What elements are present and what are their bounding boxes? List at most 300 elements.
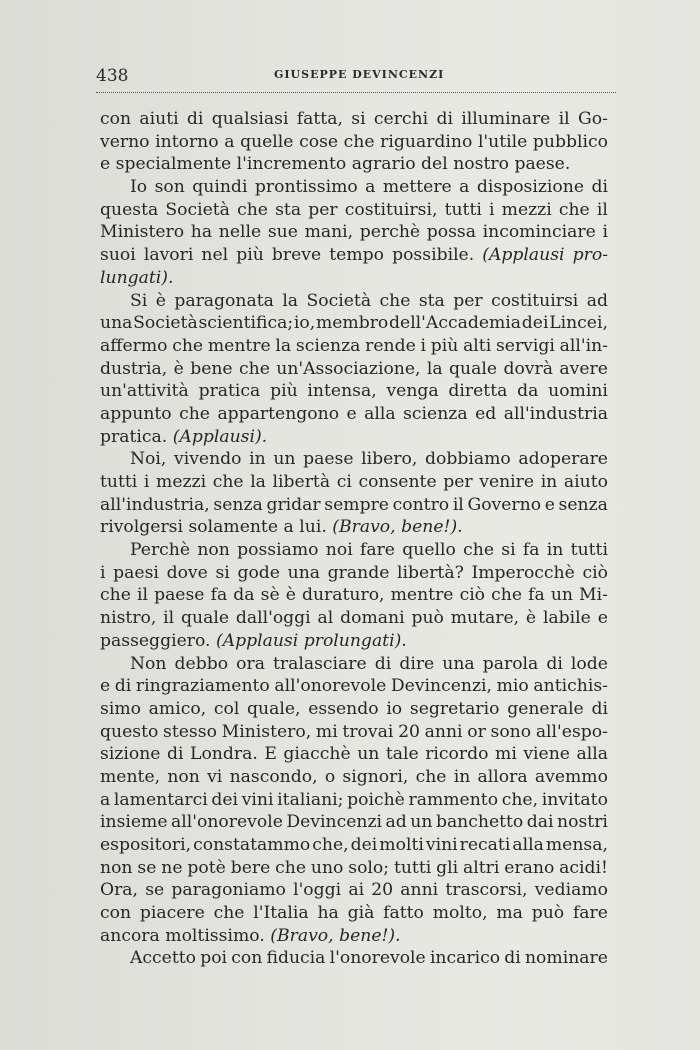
word: sue bbox=[267, 222, 298, 243]
word: ricordo bbox=[425, 744, 489, 765]
word: venga bbox=[386, 381, 439, 402]
word: dustria, bbox=[100, 358, 168, 379]
text-line bbox=[100, 834, 608, 857]
text-line bbox=[100, 857, 608, 880]
word: sta bbox=[275, 199, 302, 220]
text-line bbox=[100, 789, 608, 812]
word: a bbox=[283, 517, 294, 538]
word: da bbox=[517, 381, 539, 402]
word: constatammo bbox=[193, 835, 311, 855]
word: mezzi bbox=[156, 472, 207, 492]
text-line bbox=[100, 176, 608, 199]
word: che bbox=[212, 472, 244, 492]
word: quale bbox=[181, 608, 230, 629]
word: incominciare bbox=[482, 222, 596, 243]
word: aiuto bbox=[563, 472, 608, 492]
word: vediamo bbox=[534, 880, 608, 901]
word: simo bbox=[100, 698, 141, 719]
word: quale, bbox=[247, 698, 301, 719]
word: Governo bbox=[467, 494, 542, 515]
word: da bbox=[233, 585, 255, 606]
word: molto, bbox=[432, 903, 488, 924]
word: mente, bbox=[100, 766, 161, 787]
word: e bbox=[544, 494, 555, 515]
word: dai bbox=[526, 812, 554, 833]
word: è bbox=[173, 358, 184, 379]
word: alla bbox=[364, 403, 396, 424]
word: costituirsi, bbox=[344, 199, 438, 220]
word: paragoniamo bbox=[171, 880, 286, 901]
word: costituirsi bbox=[491, 290, 579, 311]
word: diretta bbox=[448, 381, 508, 402]
word: pubblico bbox=[532, 131, 608, 152]
word: viene bbox=[523, 744, 570, 765]
word: fatto bbox=[383, 903, 424, 924]
word: rivolgersi bbox=[100, 517, 183, 538]
word: adoperare bbox=[518, 449, 608, 470]
word: che bbox=[239, 358, 270, 379]
text-line bbox=[100, 630, 608, 653]
word: scienza bbox=[295, 335, 361, 356]
word: ne bbox=[161, 857, 183, 878]
word: mentre bbox=[390, 585, 454, 606]
text-line bbox=[100, 244, 608, 267]
word: trovai bbox=[342, 721, 394, 742]
word: trascorsi, bbox=[445, 880, 528, 901]
word: e bbox=[346, 403, 357, 424]
word: alla bbox=[512, 835, 544, 855]
word: anni bbox=[424, 721, 463, 742]
word: il bbox=[596, 199, 608, 220]
word: Imperocchè bbox=[471, 562, 575, 583]
word: ringraziamento bbox=[135, 676, 270, 697]
word: son bbox=[154, 177, 185, 198]
text-line bbox=[100, 698, 608, 721]
word: che bbox=[100, 585, 131, 606]
word: Ministero, bbox=[221, 721, 312, 742]
word: tutti bbox=[100, 472, 138, 492]
word: mentre bbox=[207, 335, 271, 356]
word: quindi bbox=[192, 177, 248, 198]
text-line bbox=[100, 607, 608, 630]
word: Devincenzi, bbox=[390, 676, 492, 697]
text-line bbox=[100, 675, 608, 698]
word: pratica. bbox=[100, 426, 168, 447]
word: paesi bbox=[113, 562, 159, 583]
word: insieme bbox=[100, 812, 168, 833]
word: gridar bbox=[266, 494, 321, 515]
word: un bbox=[273, 449, 296, 470]
word: senza bbox=[558, 494, 608, 515]
word: già bbox=[347, 903, 375, 924]
word: Devincenzi bbox=[286, 812, 383, 833]
word: fa bbox=[210, 585, 228, 606]
word: di bbox=[591, 698, 608, 719]
word: nominare bbox=[524, 948, 608, 969]
word: tutti bbox=[444, 199, 482, 220]
word: tempo bbox=[329, 245, 384, 266]
word: l'oggi bbox=[293, 880, 342, 901]
word: all'industria, bbox=[100, 494, 210, 515]
word: cerchi bbox=[373, 109, 429, 129]
word: i bbox=[602, 222, 608, 243]
word: l'Italia bbox=[253, 903, 309, 924]
word: mi bbox=[315, 721, 338, 742]
text-line bbox=[100, 539, 608, 562]
text-line bbox=[100, 584, 608, 607]
word: mani, bbox=[304, 222, 354, 243]
word: contro bbox=[392, 494, 450, 515]
word: mutare, bbox=[450, 608, 520, 629]
word: Ministero bbox=[100, 222, 185, 243]
word: sono bbox=[490, 721, 532, 742]
word: appartengono bbox=[217, 403, 340, 424]
word: mensa, bbox=[545, 835, 608, 855]
word: in bbox=[249, 449, 266, 470]
text-line bbox=[100, 221, 608, 244]
word: (Applausi bbox=[215, 630, 299, 651]
word: che, bbox=[312, 835, 349, 855]
word: all'in- bbox=[559, 335, 608, 356]
word: labile bbox=[542, 608, 591, 629]
word: a bbox=[459, 177, 470, 198]
word: o bbox=[324, 766, 336, 787]
word: perchè bbox=[359, 222, 421, 243]
word: quello bbox=[402, 540, 456, 561]
word: ha bbox=[317, 903, 339, 924]
word: possa bbox=[426, 222, 476, 243]
word: parola bbox=[482, 653, 539, 674]
word: ed bbox=[475, 403, 497, 424]
text-line bbox=[100, 925, 608, 948]
word: in bbox=[546, 540, 564, 561]
text-line bbox=[100, 131, 608, 154]
word: paragonata bbox=[174, 290, 274, 311]
word: bene bbox=[190, 358, 233, 379]
word: consente bbox=[358, 472, 437, 492]
word: e bbox=[100, 154, 111, 175]
word: prolungati). bbox=[303, 630, 407, 651]
running-head: GIUSEPPE DEVINCENZI bbox=[274, 68, 445, 81]
word: a bbox=[224, 131, 235, 152]
word: cose bbox=[299, 131, 339, 152]
word: banchetto bbox=[435, 812, 524, 833]
word: è bbox=[155, 290, 166, 311]
word: ciò bbox=[582, 562, 608, 583]
word: i bbox=[100, 562, 106, 583]
text-line bbox=[100, 290, 608, 313]
word: nostri bbox=[557, 812, 608, 833]
word: l'incremento bbox=[236, 154, 347, 175]
word: avere bbox=[559, 358, 608, 379]
word: ora bbox=[236, 653, 265, 674]
word: a bbox=[365, 177, 376, 198]
word: Mi- bbox=[579, 585, 608, 606]
word: se bbox=[137, 857, 157, 878]
word: agrario bbox=[351, 154, 416, 175]
word: fare bbox=[572, 903, 608, 924]
word: che bbox=[343, 131, 375, 152]
word: senza bbox=[213, 494, 263, 515]
word: che bbox=[379, 290, 411, 311]
word: lode bbox=[570, 653, 608, 674]
word: un bbox=[410, 812, 433, 833]
word: mio bbox=[496, 676, 529, 697]
word: disposizione bbox=[476, 177, 585, 198]
word: alla bbox=[576, 744, 608, 765]
word: fare bbox=[359, 540, 395, 561]
word: Perchè bbox=[130, 540, 191, 561]
word: vini bbox=[241, 789, 274, 810]
word: che bbox=[558, 199, 590, 220]
word: dove bbox=[166, 562, 208, 583]
word: ad bbox=[586, 290, 608, 311]
word: e bbox=[100, 676, 111, 697]
word: che bbox=[415, 766, 447, 787]
word: si bbox=[215, 562, 230, 583]
word: gode bbox=[237, 562, 280, 583]
word: breve bbox=[271, 245, 322, 266]
word: E bbox=[264, 744, 277, 765]
word: lui. bbox=[299, 517, 327, 538]
word: sizione bbox=[100, 744, 161, 765]
text-line bbox=[100, 721, 608, 744]
word: acidi! bbox=[559, 857, 608, 878]
word: rende bbox=[365, 335, 416, 356]
word: per bbox=[443, 472, 473, 492]
word: moltissimo. bbox=[165, 925, 265, 946]
word: poi bbox=[200, 948, 228, 969]
word: al bbox=[317, 608, 334, 629]
word: il bbox=[558, 109, 570, 129]
word: sempre bbox=[324, 494, 389, 515]
word: avemmo bbox=[534, 766, 608, 787]
word: (Applausi bbox=[482, 245, 565, 266]
word: duraturo, bbox=[301, 585, 385, 606]
word: Si bbox=[130, 290, 148, 311]
word: espositori, bbox=[100, 835, 192, 855]
word: nistro, bbox=[100, 608, 157, 629]
word: (Applausi). bbox=[172, 426, 268, 447]
word: un bbox=[357, 744, 380, 765]
word: questo bbox=[100, 721, 159, 742]
word: che bbox=[172, 335, 204, 356]
word: e bbox=[597, 608, 608, 629]
word: piacere bbox=[139, 903, 205, 924]
word: lamentarci bbox=[113, 789, 208, 810]
word: che bbox=[237, 199, 268, 220]
word: tutti bbox=[393, 857, 432, 878]
word: Società bbox=[133, 313, 198, 334]
word: appunto bbox=[100, 403, 172, 424]
word: vivendo bbox=[173, 449, 242, 470]
word: libertà bbox=[272, 472, 331, 492]
word: erano bbox=[504, 857, 555, 878]
word: i bbox=[420, 335, 427, 356]
text-line bbox=[100, 153, 608, 176]
text-line bbox=[100, 947, 608, 970]
word: mi bbox=[495, 744, 517, 765]
word: dall'oggi bbox=[235, 608, 311, 629]
word: signori, bbox=[342, 766, 409, 787]
word: lungati). bbox=[100, 267, 174, 288]
word: recati bbox=[459, 835, 511, 855]
word: in bbox=[540, 472, 558, 492]
word: tralasciare bbox=[273, 653, 367, 674]
word: possiamo bbox=[237, 540, 319, 561]
word: paese. bbox=[514, 154, 571, 175]
word: mezzi bbox=[501, 199, 552, 220]
word: 20 bbox=[371, 880, 394, 901]
word: di bbox=[546, 653, 563, 674]
word: l'onorevole bbox=[329, 948, 426, 969]
word: che bbox=[275, 857, 306, 878]
word: stesso bbox=[163, 721, 217, 742]
word: del bbox=[421, 154, 448, 175]
word: con bbox=[231, 948, 263, 969]
word: possibile. bbox=[392, 245, 475, 266]
word: il bbox=[136, 585, 148, 606]
word: libero, bbox=[361, 449, 418, 470]
word: riguardino bbox=[380, 131, 473, 152]
text-line bbox=[100, 358, 608, 381]
word: all'onorevole bbox=[171, 812, 283, 833]
word: di bbox=[504, 948, 521, 969]
word: solamente bbox=[188, 517, 279, 538]
word: Società bbox=[306, 290, 372, 311]
word: per bbox=[308, 199, 338, 220]
word: io, bbox=[293, 313, 316, 334]
word: dei bbox=[521, 313, 549, 334]
word: che bbox=[463, 540, 495, 561]
text-line bbox=[100, 108, 608, 131]
word: dire bbox=[399, 653, 435, 674]
word: ancora bbox=[100, 925, 160, 946]
text-line bbox=[100, 403, 608, 426]
word: un'Associazione, bbox=[276, 358, 421, 379]
word: alti bbox=[463, 335, 492, 356]
word: è bbox=[525, 608, 537, 629]
word: noi bbox=[325, 540, 353, 561]
word: vi bbox=[207, 766, 223, 787]
text-line bbox=[100, 448, 608, 471]
word: paese bbox=[154, 585, 205, 606]
word: l'utile bbox=[477, 131, 528, 152]
text-line bbox=[100, 766, 608, 789]
word: antichis- bbox=[533, 676, 608, 697]
word: una bbox=[442, 653, 475, 674]
word: un bbox=[550, 585, 573, 606]
word: col bbox=[213, 698, 240, 719]
word: paese bbox=[303, 449, 354, 470]
text-line bbox=[100, 335, 608, 358]
word: può bbox=[411, 608, 444, 629]
word: che bbox=[213, 903, 245, 924]
word: or bbox=[467, 721, 486, 742]
text-line bbox=[100, 653, 608, 676]
body-text bbox=[100, 108, 608, 970]
word: fiducia bbox=[266, 948, 326, 969]
text-line bbox=[100, 471, 608, 494]
word: essendo bbox=[308, 698, 379, 719]
text-line bbox=[100, 312, 608, 335]
word: non bbox=[197, 540, 230, 561]
word: ha bbox=[190, 222, 213, 243]
word: con bbox=[100, 109, 132, 129]
word: dell'Accademia bbox=[389, 313, 522, 334]
page-number: 438 bbox=[96, 66, 129, 86]
word: intorno bbox=[155, 131, 219, 152]
word: allora bbox=[477, 766, 528, 787]
word: tale bbox=[385, 744, 419, 765]
word: la bbox=[282, 290, 299, 311]
word: amico, bbox=[148, 698, 207, 719]
word: pratica bbox=[198, 381, 261, 402]
word: che, bbox=[501, 789, 539, 810]
word: dovrà bbox=[503, 358, 553, 379]
word: più bbox=[270, 381, 298, 402]
word: uomini bbox=[548, 381, 608, 402]
word: domani bbox=[340, 608, 405, 629]
page-header bbox=[96, 62, 616, 93]
word: a bbox=[100, 789, 111, 810]
word: 20 bbox=[398, 721, 420, 742]
word: la bbox=[275, 335, 292, 356]
word: per bbox=[453, 290, 483, 311]
text-line bbox=[100, 516, 608, 539]
word: di bbox=[186, 109, 204, 129]
word: ad bbox=[385, 812, 407, 833]
word: invitato bbox=[541, 789, 608, 810]
word: (Bravo, bbox=[270, 925, 334, 946]
word: un'attività bbox=[100, 381, 189, 402]
word: giacchè bbox=[283, 744, 351, 765]
word: Accetto bbox=[130, 948, 196, 969]
word: incarico bbox=[429, 948, 501, 969]
word: sè bbox=[260, 585, 280, 606]
word: può bbox=[531, 903, 565, 924]
word: tutti bbox=[570, 540, 608, 561]
word: qualsiasi bbox=[211, 109, 289, 129]
word: libertà? bbox=[397, 562, 464, 583]
word: scienza bbox=[403, 403, 468, 424]
word: aiuti bbox=[139, 109, 179, 129]
word: servigi bbox=[495, 335, 555, 356]
word: dei bbox=[350, 835, 378, 855]
word: la bbox=[250, 472, 266, 492]
word: di bbox=[167, 744, 184, 765]
word: ai bbox=[348, 880, 365, 901]
word: bene!). bbox=[339, 925, 401, 946]
word: ma bbox=[496, 903, 523, 924]
word: non bbox=[167, 766, 200, 787]
word: all'espo- bbox=[535, 721, 608, 742]
word: dei bbox=[211, 789, 239, 810]
word: vini bbox=[425, 835, 458, 855]
word: all'industria bbox=[503, 403, 608, 424]
word: fa bbox=[528, 585, 545, 606]
word: la bbox=[426, 358, 443, 379]
word: fa bbox=[522, 540, 540, 561]
text-line bbox=[100, 199, 608, 222]
word: bere bbox=[230, 857, 271, 878]
text-line bbox=[100, 380, 608, 403]
word: i bbox=[143, 472, 150, 492]
word: il bbox=[452, 494, 464, 515]
word: il bbox=[163, 608, 175, 629]
word: nelle bbox=[218, 222, 262, 243]
word: suoi bbox=[100, 245, 136, 266]
